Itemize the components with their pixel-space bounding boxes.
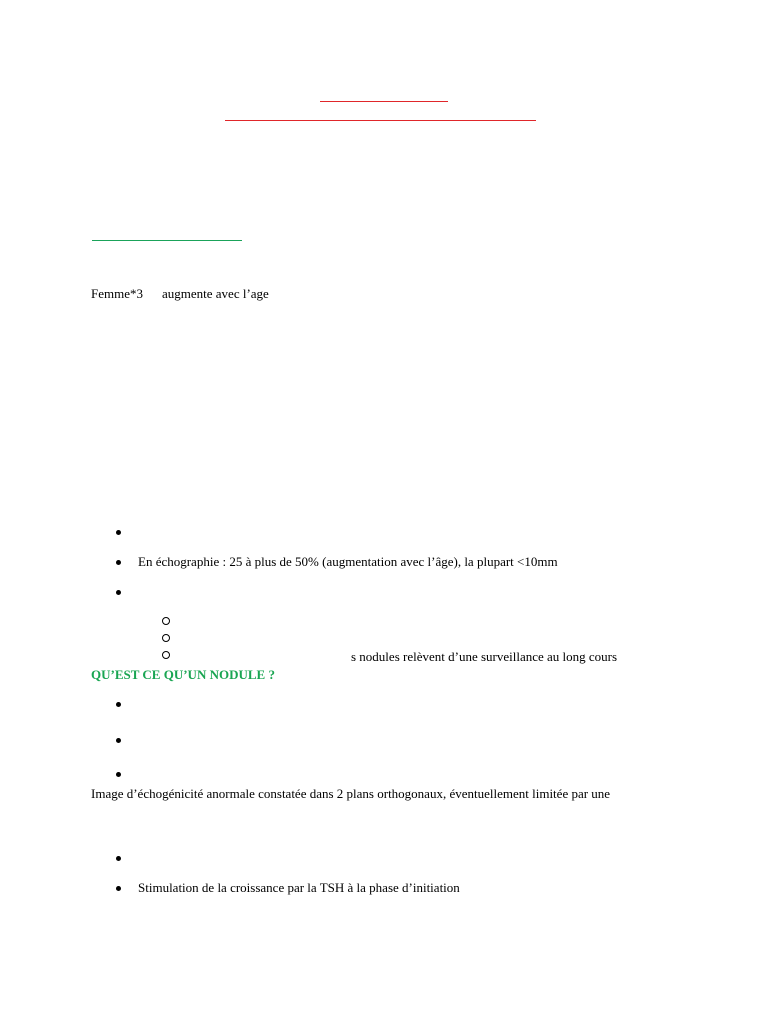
age-note-text: augmente avec l’age [162, 286, 269, 301]
bullet-marker [116, 590, 121, 595]
sub-bullet-marker [162, 651, 170, 659]
bullet-marker [116, 530, 121, 535]
echography-prevalence-item: En échographie : 25 à plus de 50% (augmentation avec l’âge), la plupart <10mm [138, 554, 558, 569]
sub-bullet-marker [162, 617, 170, 625]
title-underline [320, 101, 448, 102]
tsh-stimulation-item: Stimulation de la croissance par la TSH à la phase d’initiation [138, 880, 460, 895]
bullet-marker [116, 560, 121, 565]
bullet-marker [116, 702, 121, 707]
bullet-marker [116, 772, 121, 777]
sex-ratio-text: Femme*3 [91, 286, 143, 301]
surveillance-item: s nodules relèvent d’une surveillance au long cours [351, 649, 618, 664]
section-heading-underline [92, 240, 242, 241]
nodule-definition-heading: QU’EST CE QU’UN NODULE ? [91, 667, 275, 682]
bullet-marker [116, 886, 121, 891]
subtitle-underline [225, 120, 536, 121]
bullet-marker [116, 738, 121, 743]
bullet-marker [116, 856, 121, 861]
echographic-definition-text: Image d’échogénicité anormale constatée dans 2 plans orthogonaux, éventuellement limitée par une [91, 786, 611, 801]
sub-bullet-marker [162, 634, 170, 642]
